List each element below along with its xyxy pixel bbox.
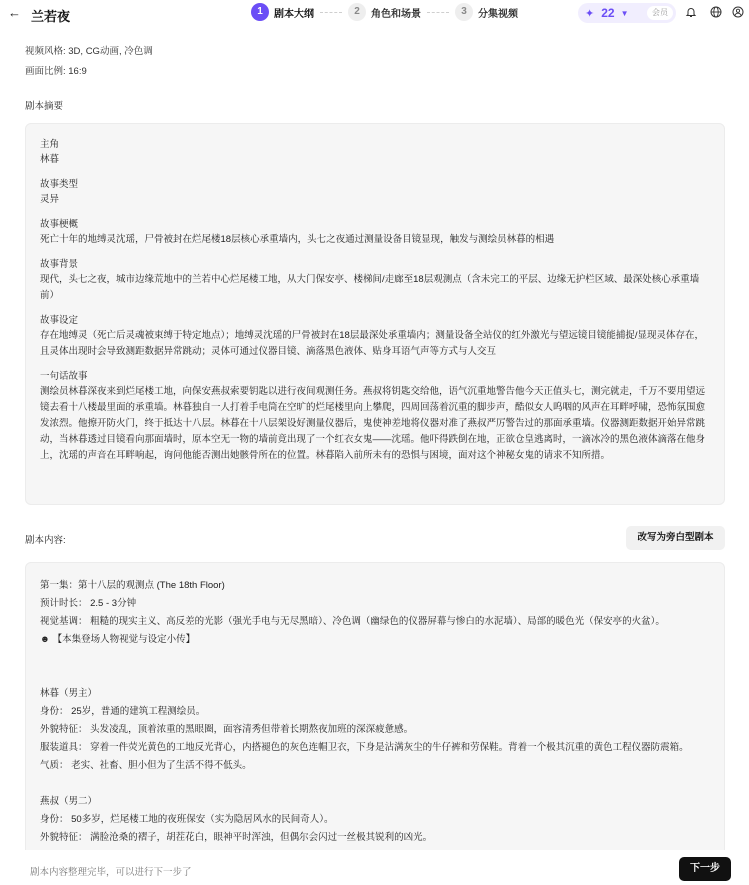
block-body: 灵异 [40, 194, 60, 205]
visual-tone: 视觉基调： 粗糙的现实主义、高反差的光影（强光手电与无尽黑暗）、冷色调（幽绿色的仪器屏幕与惨白的水泥墙）、局部的暖色光（保安亭的火盆）。 [40, 616, 665, 627]
block-title: 故事梗概 [40, 219, 79, 230]
credit-balance[interactable] [578, 3, 676, 23]
arrow-left-icon[interactable]: ← [8, 5, 21, 20]
top-bar [0, 0, 749, 28]
character-identity: 身份： 50多岁，烂尾楼工地的夜班保安（实为隐居风水的民间奇人）。 [40, 814, 334, 825]
character-look: 外貌特征： 头发凌乱，顶着浓重的黑眼圈，面容清秀但带着长期熬夜加班的深深疲惫感。 [40, 724, 414, 735]
summary-label: 剧本摘要 [25, 101, 64, 112]
setting-block [40, 314, 710, 360]
script-label: 剧本内容: [25, 535, 66, 546]
bell-icon[interactable] [684, 6, 698, 20]
block-body: 林暮 [40, 154, 60, 165]
rewrite-narration-button[interactable]: 改写为旁白型剧本 [626, 526, 725, 550]
block-body: 测绘员林暮深夜来到烂尾楼工地，向保安燕叔索要钥匙以进行夜间观测任务。燕叔将钥匙交给他，语气沉重地警告他今天正值头七，测完就走，千万不要用望远镜去看十八楼最里面的承重墙。林暮独自一人打着手电筒在空旷的烂尾楼里向上攀爬，四周回荡着沉重的脚步声，酷似女人呜咽的风声在耳畔呼啸，恐怖氛围愈发浓烈。他擦开防火门，终于抵达十八层。林暮在十八层架设好测量仪器后，鬼使神差地将仪器对准了燕叔严厉警告过的那面承重墙。仪器测距数据开始异常跳动，当林暮透过目镜看向那面墙时，原本空无一物的墙前竟出现了一个红衣女鬼——沈瑶。他吓得跌倒在地，正欲仓皇逃离时，一滴冰冷的黑色液体滴落在他身上，沈瑶的声音在耳畔响起，询问他能否测出她骸骨所在的位置。林暮陷入前所未有的恐惧与困境，面对这个神秘女鬼的请求不知所措。 [40, 386, 706, 461]
step-divider [320, 12, 342, 13]
character-name: 燕叔（男二） [40, 796, 98, 807]
duration: 预计时长： 2.5 - 3分钟 [40, 598, 137, 609]
overview-block [40, 218, 710, 248]
character-temper: 气质： 老实、社畜、胆小但为了生活不得不低头。 [40, 760, 252, 771]
user-icon[interactable] [731, 6, 745, 20]
step-number: 1 [251, 3, 269, 21]
character-look: 外貌特征： 满脸沧桑的褶子，胡茬花白，眼神平时浑浊，但偶尔会闪过一丝极其锐利的凶光。 [40, 832, 433, 843]
oneliner-block [40, 370, 710, 464]
script-card [25, 562, 725, 850]
sparkle-icon: ✦ [585, 7, 595, 20]
next-step-button[interactable]: 下一步 [679, 857, 731, 881]
credit-count: 22 [601, 6, 615, 20]
character-dress: 服装道具： 穿着一件荧光黄色的工地反光背心，内搭褪色的灰色连帽卫衣，下身是沾满灰尘的牛仔裤和劳保鞋。背着一个极其沉重的黄色工程仪器防震箱。 [40, 742, 689, 753]
globe-icon[interactable] [709, 6, 723, 20]
video-style: 视频风格: 3D, CG动画, 冷色调 [25, 46, 153, 57]
background-block [40, 258, 710, 304]
person-icon: ☻ [40, 634, 50, 645]
block-title: 主角 [40, 139, 60, 150]
block-body: 现代，头七之夜，城市边缘荒地中的兰若中心烂尾楼工地，从大门保安亭、楼梯间/走廊至18层观测点（含未完工的平层、边缘无护栏区域、最深处核心承重墙前） [40, 274, 700, 301]
character-name: 林暮（男主） [40, 688, 98, 699]
chevron-down-icon: ▼ [620, 8, 629, 18]
aspect-ratio: 画面比例: 16:9 [25, 66, 87, 77]
step-label: 剧本大纲 [274, 8, 314, 20]
step-characters-scenes[interactable] [348, 3, 421, 21]
block-body: 存在地缚灵（死亡后灵魂被束缚于特定地点）；地缚灵沈瑶的尸骨被封在18层最深处承重墙内；测量设备全站仪的红外激光与望远镜目镜能捕捉/显现灵体存在，且灵体出现时会导致测距数据异常跳动；灵体可通过仪器目镜、滴落黑色液体、贴身耳语气声等方式与人交互 [40, 330, 704, 357]
step-episode-video[interactable] [455, 3, 518, 21]
project-title: 兰若夜 [31, 9, 71, 24]
step-label: 角色和场景 [371, 8, 421, 20]
block-title: 一句话故事 [40, 371, 88, 382]
step-indicator [251, 3, 518, 21]
step-label: 分集视频 [478, 8, 518, 20]
bottom-bar [0, 850, 749, 885]
block-title: 故事类型 [40, 179, 79, 190]
summary-card [25, 123, 725, 505]
step-script-outline[interactable] [251, 3, 314, 21]
story-type-block [40, 178, 710, 208]
main-content[interactable] [0, 30, 749, 850]
step-number: 3 [455, 3, 473, 21]
character-identity: 身份： 25岁，普通的建筑工程测绘员。 [40, 706, 206, 717]
status-text: 剧本内容整理完毕，可以进行下一步了 [30, 867, 192, 878]
protagonist-block [40, 138, 710, 168]
character-header [40, 631, 710, 649]
step-divider [427, 12, 449, 13]
step-number: 2 [348, 3, 366, 21]
block-body: 死亡十年的地缚灵沈瑶，尸骨被封在烂尾楼18层核心承重墙内，头七之夜通过测量设备目镜显现，触发与测绘员林暮的相遇 [40, 234, 555, 245]
block-title: 故事背景 [40, 259, 79, 270]
block-title: 故事设定 [40, 315, 79, 326]
character-header-text: 【本集登场人物视觉与设定小传】 [52, 634, 196, 645]
episode-title: 第一集：第十八层的观测点 (The 18th Floor) [40, 580, 225, 591]
vip-badge[interactable]: 会员 [647, 6, 673, 20]
